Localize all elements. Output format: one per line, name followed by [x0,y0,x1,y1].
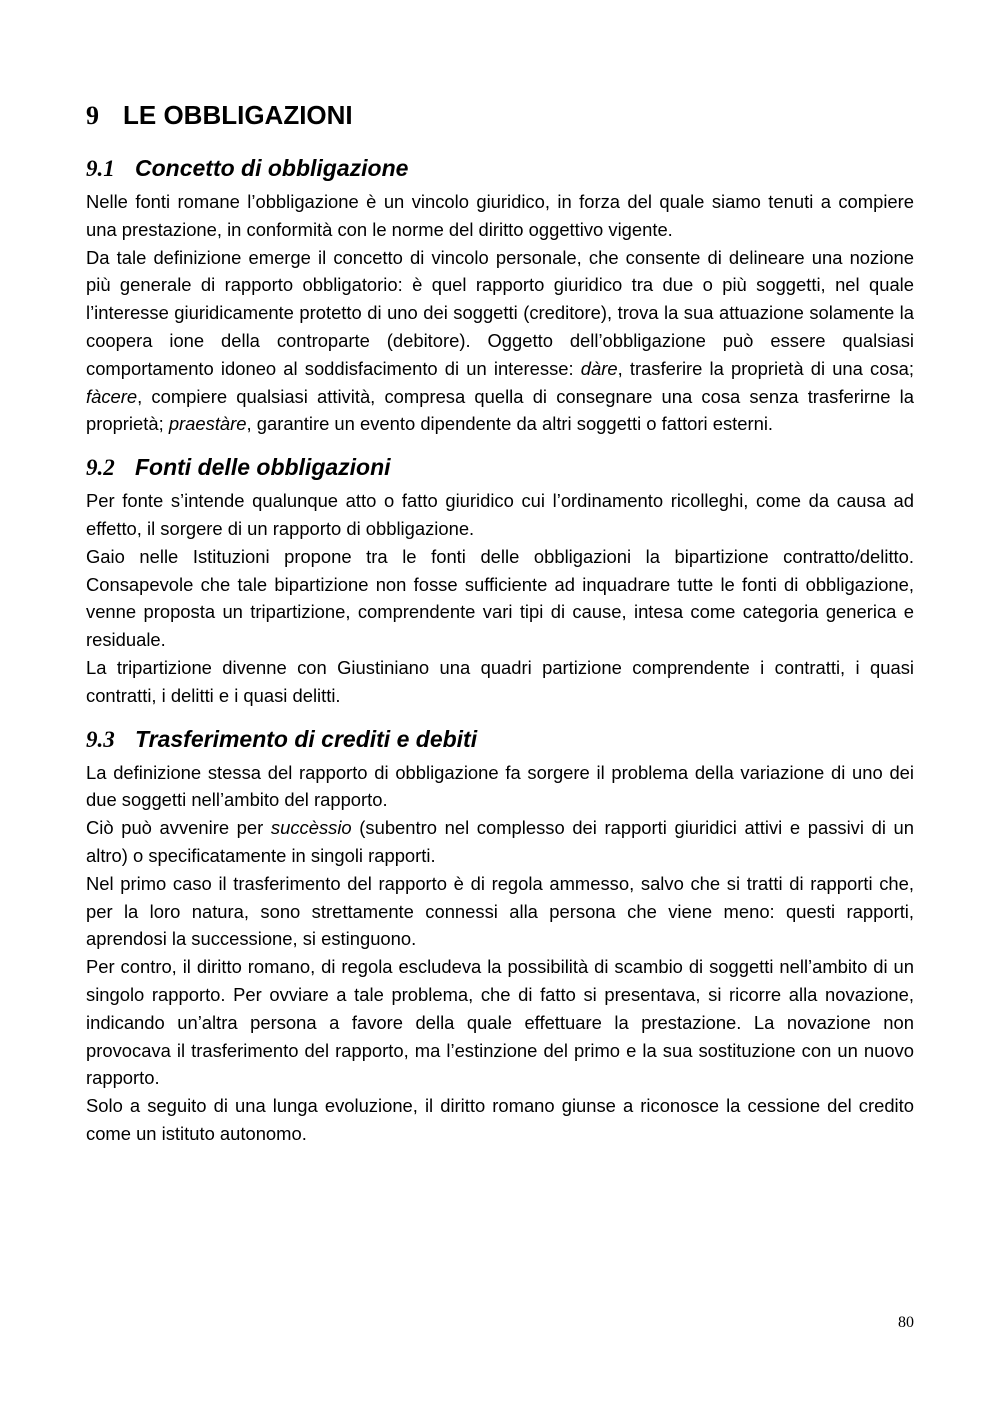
section-heading [86,452,914,483]
paragraph [86,487,914,543]
text-run: Ciò può avvenire per [86,817,271,839]
paragraph [86,244,914,439]
text-run: Nel primo caso il trasferimento del rapporto è di regola ammesso, salvo che si tratti di rapporti che, per la loro natura, sono strettamente connessi alla persona che viene meno: questi rapporti, aprendosi la successione, si estinguono. [86,872,914,950]
italic-term: praestàre [168,413,247,435]
paragraph [86,759,914,815]
section-title: Concetto di obbligazione [135,155,409,181]
paragraph [86,188,914,244]
section-title: Fonti delle obbligazioni [135,454,391,481]
chapter-heading [86,98,914,133]
text-run: Da tale definizione emerge il concetto di vincolo personale, che consente di delineare una nozione più generale di rapporto obbligatorio: è quel rapporto giuridico tra due o più soggetti, nel quale l’interesse giuridicamente protetto di uno dei soggetti (creditore), trova la sua attuazione solamente la coopera ione della controparte (debitore). Oggetto dell’obbligazione può essere qualsiasi comportamento idoneo al soddisfacimento di un interesse: [86,246,914,379]
chapter-title: LE OBBLIGAZIONI [123,100,353,130]
section-9-3 [86,724,914,1148]
paragraph [86,1092,914,1148]
sections-container [86,153,914,1148]
text-run: Per contro, il diritto romano, di regola escludeva la possibilità di scambio di soggetti nell’ambito di un singolo rapporto. Per ovviare a tale problema, che di fatto si presentava, si ricorre alla novazione, indicando un’altra persona a favore della quale effettuare la prestazione. La novazione non provocava il trasferimento del rapporto, ma l’estinzione del primo e la sua sostituzione con un nuovo rapporto. [86,956,914,1089]
italic-term: fàcere [86,385,138,407]
paragraph [86,870,914,953]
section-9-2 [86,452,914,709]
section-number: 9.3 [86,726,115,752]
page-content [86,98,914,1162]
section-number: 9.1 [86,156,115,181]
section-heading [86,724,914,755]
text-run: , trasferire la proprietà di una cosa; [617,357,914,379]
text-run: Solo a seguito di una lunga evoluzione, il diritto romano giunse a riconosce la cessione del credito come un istituto autonomo. [86,1095,914,1144]
text-run: , garantire un evento dipendente da altri soggetti o fattori esterni. [246,413,774,435]
text-run: Gaio nelle Istituzioni propone tra le fonti delle obbligazioni la bipartizione contratto/delitto. Consapevole che tale bipartizione non fosse sufficiente ad inquadrare tutte le fonti di obbligazione, venne proposta un tripartizione, comprendente vari tipi di cause, intesa come categoria generica e residuale. [86,545,914,651]
paragraph [86,654,914,710]
text-run: La definizione stessa del rapporto di obbligazione fa sorgere il problema della variazione di uno dei due soggetti nell’ambito del rapporto. [86,761,914,811]
text-run: Per fonte s’intende qualunque atto o fatto giuridico cui l’ordinamento ricolleghi, come da causa ad effetto, il sorgere di un rapporto di obbligazione. [86,490,914,539]
section-9-1 [86,153,914,438]
italic-term: dàre [580,357,618,379]
paragraph [86,814,914,870]
text-run: (subentro nel complesso dei rapporti giuridici attivi e passivi di un altro) o specificatamente in singoli rapporti. [86,817,914,866]
paragraph [86,543,914,654]
section-number: 9.2 [86,455,115,481]
text-run: Nelle fonti romane l’obbligazione è un vincolo giuridico, in forza del quale siamo tenuti a compiere una prestazione, in conformità con le norme del diritto oggettivo vigente. [86,191,914,240]
italic-term: succèssio [270,817,352,839]
section-title: Trasferimento di crediti e debiti [135,725,478,752]
text-run: La tripartizione divenne con Giustiniano una quadri partizione comprendente i contratti, i quasi contratti, i delitti e i quasi delitti. [86,656,914,706]
text-run: , compiere qualsiasi attività, compresa quella di consegnare una cosa senza trasferirne la proprietà; [86,385,914,435]
paragraph [86,953,914,1092]
section-heading [86,153,914,184]
page-number: 80 [898,1314,914,1331]
chapter-number: 9 [86,101,99,130]
